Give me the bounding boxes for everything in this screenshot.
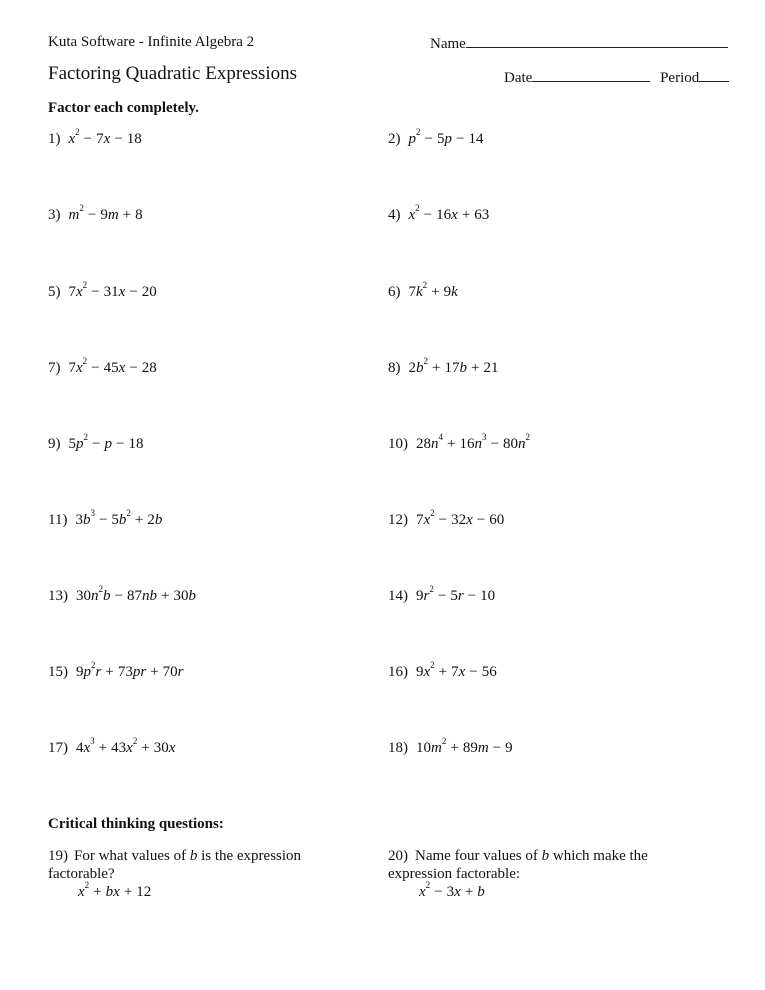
problem-8: 8) $2b^2 + 17b + 21$ (388, 356, 499, 376)
problem-16: 16) $9x^2 + 7x - 56$ (388, 660, 497, 680)
problem-6: 6) $7k^2 + 9k$ (388, 280, 458, 300)
problem-4: 4) $x^2 - 16x + 63$ (388, 203, 490, 223)
question-19-expression: $x^2$ + bx + 12 (78, 880, 152, 900)
problem-9: 9) $5p^2 - p - 18$ (48, 432, 144, 452)
problem-15: 15) $9p^2r + 73pr + 70r$ (48, 660, 184, 680)
problem-12: 12) $7x^2 - 32x - 60$ (388, 508, 505, 528)
question-20: 20) Name four values of b which make the expression factorable: $x^2 - 3x + b$ (388, 847, 658, 901)
question-19: 19) For what values of b is the expression factorable? $x^2$ + bx + 12 (48, 847, 348, 901)
date-label: Date (504, 70, 533, 86)
problem-10: 10) $28n^4 + 16n^3 - 80n^2$ (388, 432, 530, 452)
period-label: Period (660, 70, 700, 86)
instructions: Factor each completely. (48, 100, 199, 116)
critical-heading: Critical thinking questions: (48, 816, 224, 832)
name-field[interactable] (430, 34, 728, 53)
page-title: Factoring Quadratic Expressions (48, 63, 298, 84)
problem-14: 14) $9r^2 - 5r - 10$ (388, 584, 496, 604)
problem-7: 7) $7x^2 - 45x - 28$ (48, 356, 157, 376)
date-field[interactable] (504, 68, 729, 87)
date-blank[interactable] (532, 68, 650, 82)
name-blank[interactable] (466, 34, 728, 48)
question-20-expression: $x^2 - 3x + b$ (419, 880, 485, 900)
problem-2: 2) $p^2 - 5p - 14$ (388, 127, 484, 147)
problem-17: 17) $4x^3 + 43x^2 + 30x$ (48, 736, 176, 756)
name-label: Name (430, 36, 466, 52)
problem-5: 5) $7x^2 - 31x - 20$ (48, 280, 157, 300)
problem-3: 3) $m^2 - 9m + 8$ (48, 203, 143, 223)
problem-13: 13) $30n^2b - 87nb + 30b$ (48, 584, 196, 604)
problem-18: 18) $10m^2 + 89m - 9$ (388, 736, 513, 756)
software-label: Kuta Software - Infinite Algebra 2 (48, 34, 255, 50)
period-blank[interactable] (699, 68, 729, 82)
problem-11: 11) $3b^3 - 5b^2 + 2b$ (48, 508, 163, 528)
problem-1: 1) $x^2 - 7x - 18$ (48, 127, 142, 147)
